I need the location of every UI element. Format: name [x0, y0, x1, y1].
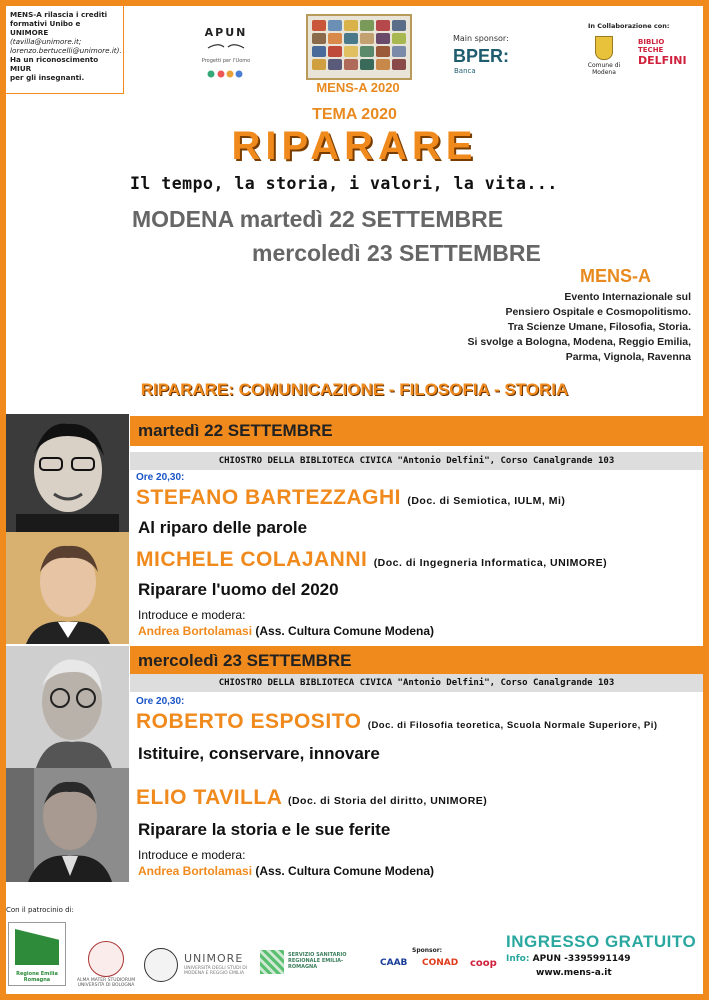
info-line: [506, 954, 631, 964]
speaker-photo-bartezzaghi: [6, 414, 129, 532]
ssr-label: SERVIZIO SANITARIO REGIONALE EMILIA-ROMAGNA: [288, 952, 347, 970]
speaker-name-text: ROBERTO ESPOSITO: [136, 710, 362, 733]
day2-time: Ore 20,30:: [136, 696, 185, 707]
apun-logo: [200, 26, 252, 83]
speaker-name-text: MICHELE COLAJANNI: [136, 548, 368, 571]
moderator-role: (Ass. Cultura Comune Modena): [255, 624, 435, 638]
moderator: [138, 624, 434, 638]
conad-logo: CONAD: [422, 958, 459, 968]
person-portrait-icon: [6, 414, 129, 532]
credits-note: [6, 6, 124, 94]
biblioteche-delfini-logo: [638, 38, 698, 67]
main-sponsor-label: Main sponsor:: [453, 34, 509, 43]
free-entry-label: INGRESSO GRATUITO: [506, 932, 697, 951]
person-portrait-icon: [6, 768, 129, 882]
modena-shield-icon: [595, 36, 613, 60]
moderator-role: (Ass. Cultura Comune Modena): [255, 864, 435, 878]
event-line: Tra Scienze Umane, Filosofia, Storia.: [507, 321, 691, 333]
comune-modena-logo: [582, 36, 626, 76]
delfini-line: BIBLIO: [638, 38, 665, 46]
delfini-name: DELFINI: [638, 54, 687, 67]
day1-time: Ore 20,30:: [136, 472, 185, 483]
collaboration-label: In Collaborazione con:: [588, 22, 670, 30]
day1-place: CHIOSTRO DELLA BIBLIOTECA CIVICA "Antonio Delfini", Corso Canalgrande 103: [130, 452, 703, 470]
talk-title: Al riparo delle parole: [138, 518, 308, 537]
day2-date: mercoledì 23 SETTEMBRE: [138, 651, 352, 670]
day1-date: martedì 22 SETTEMBRE: [138, 421, 333, 440]
sponsor-label: Sponsor:: [412, 947, 443, 954]
person-portrait-icon: [6, 646, 129, 768]
note-line: MENS-A rilascia i crediti: [10, 10, 108, 19]
speaker-name: [136, 786, 487, 810]
apun-subtitle: Progetti per l'Uomo: [201, 58, 251, 64]
mensa-heading: MENS-A: [580, 266, 651, 286]
person-portrait-icon: [6, 532, 129, 644]
speaker-affiliation: (Doc. di Semiotica, IULM, Mi): [407, 495, 566, 507]
tema-heading: TEMA 2020: [312, 106, 397, 123]
poster: [6, 6, 703, 994]
unimore-label: UNIMORE: [184, 952, 244, 965]
speaker-name: [136, 486, 565, 510]
speaker-affiliation: (Doc. di Filosofia teoretica, Scuola Normale Superiore, Pi): [367, 720, 658, 731]
partner-dots-icon: [203, 69, 249, 79]
regione-label: Regione Emilia Romagna: [16, 971, 58, 983]
unimore-sublabel: UNIVERSITÀ DEGLI STUDI DI MODENA E REGGIO EMILIA: [184, 966, 248, 976]
unibo-seal-icon: [88, 941, 124, 977]
talk-title: Riparare l'uomo del 2020: [138, 580, 339, 599]
apun-title: APUN: [204, 26, 248, 39]
date-line-1: MODENA martedì 22 SETTEMBRE: [132, 206, 504, 232]
event-line: Parma, Vignola, Ravenna: [565, 351, 691, 363]
bper-subtitle: Banca: [454, 67, 476, 75]
regione-emilia-romagna-logo: [8, 922, 66, 986]
unimore-seal-icon: [144, 948, 178, 982]
note-line: lorenzo.bertucelli@unimore.it).: [10, 46, 122, 55]
day1-date-band: [130, 416, 703, 446]
speaker-name-text: ELIO TAVILLA: [136, 786, 282, 809]
info-key: Info:: [506, 954, 530, 964]
hands-icon: [206, 40, 246, 54]
speaker-photo-tavilla: [6, 768, 129, 882]
intro-label: Introduce e modera:: [138, 848, 246, 862]
delfini-line: TECHE: [638, 46, 664, 54]
note-line: formativi Unibo e UNIMORE: [10, 19, 81, 37]
note-line: Ha un riconoscimento MIUR: [10, 55, 99, 73]
speaker-name: [136, 548, 607, 572]
comune-label: Comune di Modena: [587, 62, 621, 76]
region-shape-icon: [15, 929, 59, 965]
talk-title: Riparare la storia e le sue ferite: [138, 820, 391, 839]
coop-logo: coop: [470, 958, 497, 969]
speaker-affiliation: (Doc. di Storia del diritto, UNIMORE): [287, 795, 488, 807]
note-line: per gli insegnanti.: [10, 73, 85, 82]
speaker-photo-colajanni: [6, 532, 129, 644]
moderator: [138, 864, 434, 878]
mensa-logo-image: [306, 14, 412, 80]
ssr-logo-icon: [260, 950, 284, 974]
unibo-label: ALMA MATER STUDIORUM UNIVERSITÀ DI BOLOGNA: [76, 978, 136, 988]
speaker-name: [136, 710, 658, 734]
talk-title: Istituire, conservare, innovare: [138, 744, 380, 763]
moderator-name: Andrea Bortolamasi: [138, 864, 253, 878]
event-line: Evento Internazionale sul: [564, 291, 691, 303]
info-value: APUN -3395991149: [532, 954, 631, 964]
theme-line: RIPARARE: COMUNICAZIONE - FILOSOFIA - STORIA: [140, 380, 569, 399]
speaker-photo-esposito: [6, 646, 129, 768]
mensa-2020-title: MENS-A 2020: [316, 80, 400, 95]
bper-logo: BPER:: [453, 46, 510, 66]
day2-place: CHIOSTRO DELLA BIBLIOTECA CIVICA "Antonio Delfini", Corso Canalgrande 103: [130, 674, 703, 692]
speaker-name-text: STEFANO BARTEZZAGHI: [136, 486, 401, 509]
event-line: Si svolge a Bologna, Modena, Reggio Emilia,: [467, 336, 691, 348]
note-line: (tavilla@unimore.it;: [10, 37, 82, 46]
event-line: Pensiero Ospitale e Cosmopolitismo.: [505, 306, 691, 318]
day2-date-band: [130, 646, 703, 676]
caab-logo: CAAB: [380, 958, 408, 968]
event-description: [431, 290, 691, 365]
subtitle: Il tempo, la storia, i valori, la vita...: [130, 174, 558, 193]
date-line-2: mercoledì 23 SETTEMBRE: [252, 240, 541, 266]
speaker-affiliation: (Doc. di Ingegneria Informatica, UNIMORE): [373, 557, 608, 569]
patronage-label: Con il patrocinio di:: [6, 906, 74, 914]
main-title: RIPARARE: [231, 124, 478, 168]
website-link[interactable]: www.mens-a.it: [536, 968, 612, 978]
moderator-name: Andrea Bortolamasi: [138, 624, 253, 638]
intro-label: Introduce e modera:: [138, 608, 246, 622]
